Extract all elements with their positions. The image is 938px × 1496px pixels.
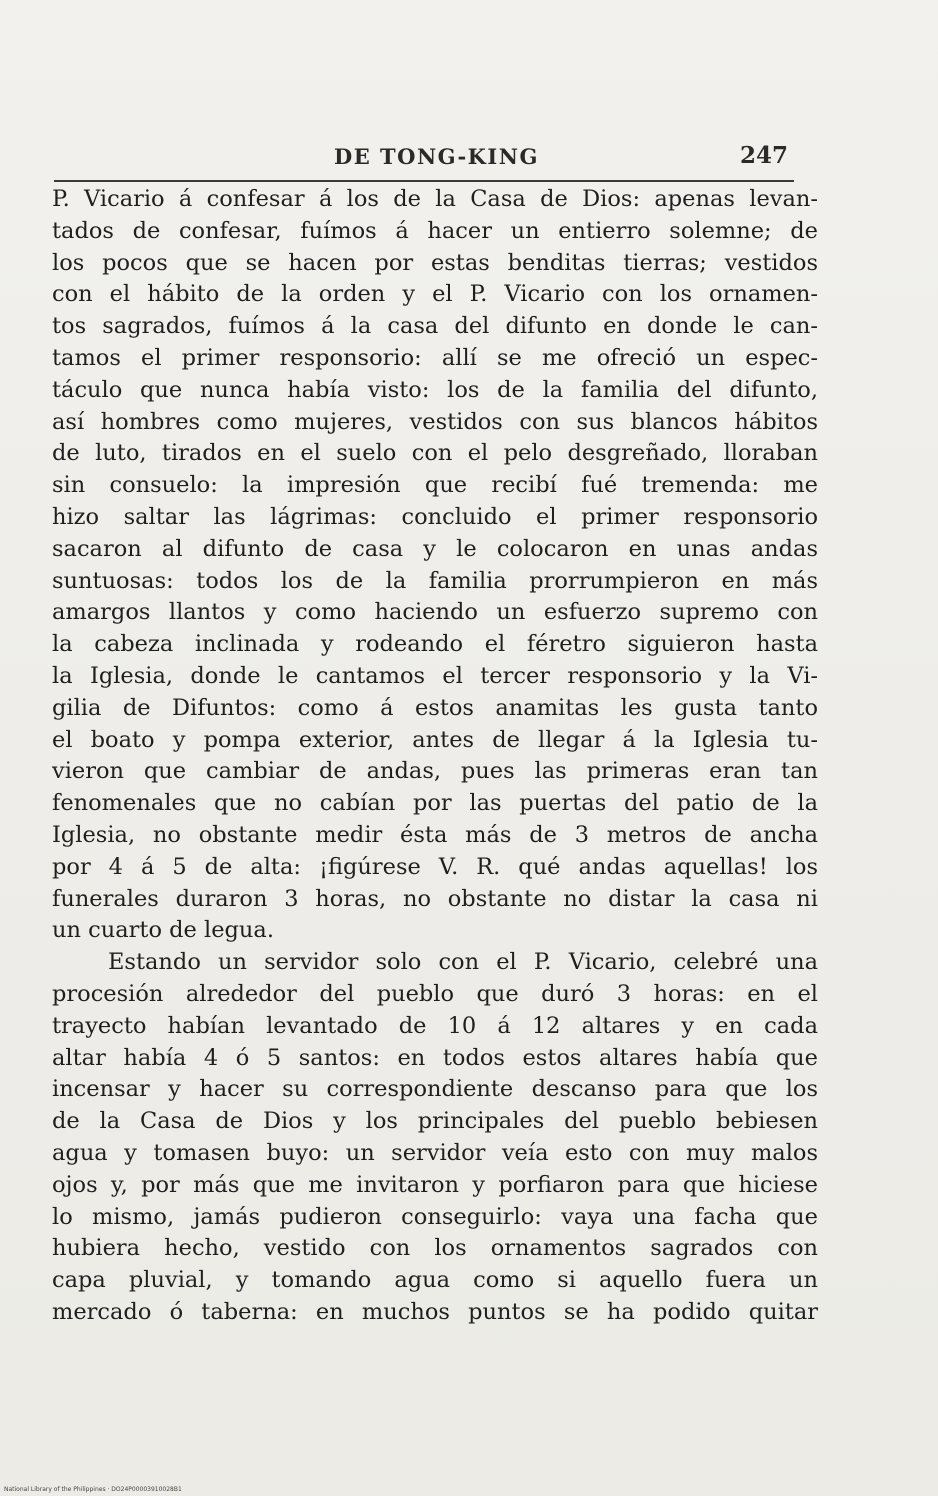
text-line: agua y tomasen buyo: un servidor veía esto con muy malos [52, 1139, 818, 1166]
text-line: hubiera hecho, vestido con los ornamentos sagrados con [52, 1235, 818, 1262]
text-line: tados de confesar, fuímos á hacer un entierro solemne; de [52, 217, 818, 244]
text-line: gilia de Difuntos: como á estos anamitas les gusta tanto [52, 694, 818, 721]
text-line: la Iglesia, donde le cantamos el tercer responsorio y la Vi- [52, 662, 818, 689]
running-title: DE TONG-KING [334, 144, 539, 169]
text-line: hizo saltar las lágrimas: concluido el primer responsorio [52, 503, 818, 530]
text-line: mercado ó taberna: en muchos puntos se ha podido quitar [52, 1298, 818, 1325]
text-line: P. Vicario á confesar á los de la Casa de Dios: apenas levan- [52, 186, 818, 212]
text-line: funerales duraron 3 horas, no obstante no distar la casa ni [52, 885, 818, 912]
text-line: Estando un servidor solo con el P. Vicario, celebré una [108, 949, 818, 976]
text-line: los pocos que se hacen por estas benditas tierras; vestidos [52, 249, 818, 276]
text-line: lo mismo, jamás pudieron conseguirlo: vaya una facha que [52, 1203, 818, 1230]
text-line: tos sagrados, fuímos á la casa del difunto en donde le can- [52, 313, 818, 340]
header-rule [54, 180, 794, 182]
text-line: el boato y pompa exterior, antes de llegar á la Iglesia tu- [52, 726, 818, 753]
running-head [54, 140, 794, 180]
text-line: vieron que cambiar de andas, pues las primeras eran tan [52, 758, 818, 785]
page-number: 247 [739, 142, 788, 169]
text-line: táculo que nunca había visto: los de la familia del difunto, [52, 376, 818, 403]
text-line: Iglesia, no obstante medir ésta más de 3 metros de ancha [52, 821, 818, 848]
text-line: de la Casa de Dios y los principales del pueblo bebiesen [52, 1108, 818, 1135]
scan-credit: National Library of the Philippines · DO24P00003910028B1 [4, 1486, 182, 1493]
text-line: sacaron al difunto de casa y le colocaron en unas andas [52, 535, 818, 562]
text-line: capa pluvial, y tomando agua como si aquello fuera un [52, 1267, 818, 1294]
text-line: así hombres como mujeres, vestidos con sus blancos hábitos [52, 408, 818, 435]
text-line: por 4 á 5 de alta: ¡figúrese V. R. qué andas aquellas! los [52, 853, 818, 880]
text-line: incensar y hacer su correspondiente descanso para que los [52, 1076, 818, 1103]
text-line: con el hábito de la orden y el P. Vicario con los ornamen- [52, 281, 818, 308]
body-text [52, 184, 818, 1329]
text-line: ojos y, por más que me invitaron y porfiaron para que hiciese [52, 1171, 818, 1198]
text-line: tamos el primer responsorio: allí se me ofreció un espec- [52, 344, 818, 371]
text-line: un cuarto de legua. [52, 917, 274, 944]
text-line: la cabeza inclinada y rodeando el féretro siguieron hasta [52, 631, 818, 658]
text-line: amargos llantos y como haciendo un esfuerzo supremo con [52, 599, 818, 626]
text-line: suntuosas: todos los de la familia prorrumpieron en más [52, 567, 818, 594]
text-line: procesión alrededor del pueblo que duró 3 horas: en el [52, 980, 818, 1007]
text-line: trayecto habían levantado de 10 á 12 altares y en cada [52, 1012, 818, 1039]
text-line: fenomenales que no cabían por las puertas del patio de la [52, 790, 818, 817]
text-line: sin consuelo: la impresión que recibí fué tremenda: me [52, 472, 818, 499]
text-line: de luto, tirados en el suelo con el pelo desgreñado, lloraban [52, 440, 818, 467]
text-line: altar había 4 ó 5 santos: en todos estos altares había que [52, 1044, 818, 1071]
